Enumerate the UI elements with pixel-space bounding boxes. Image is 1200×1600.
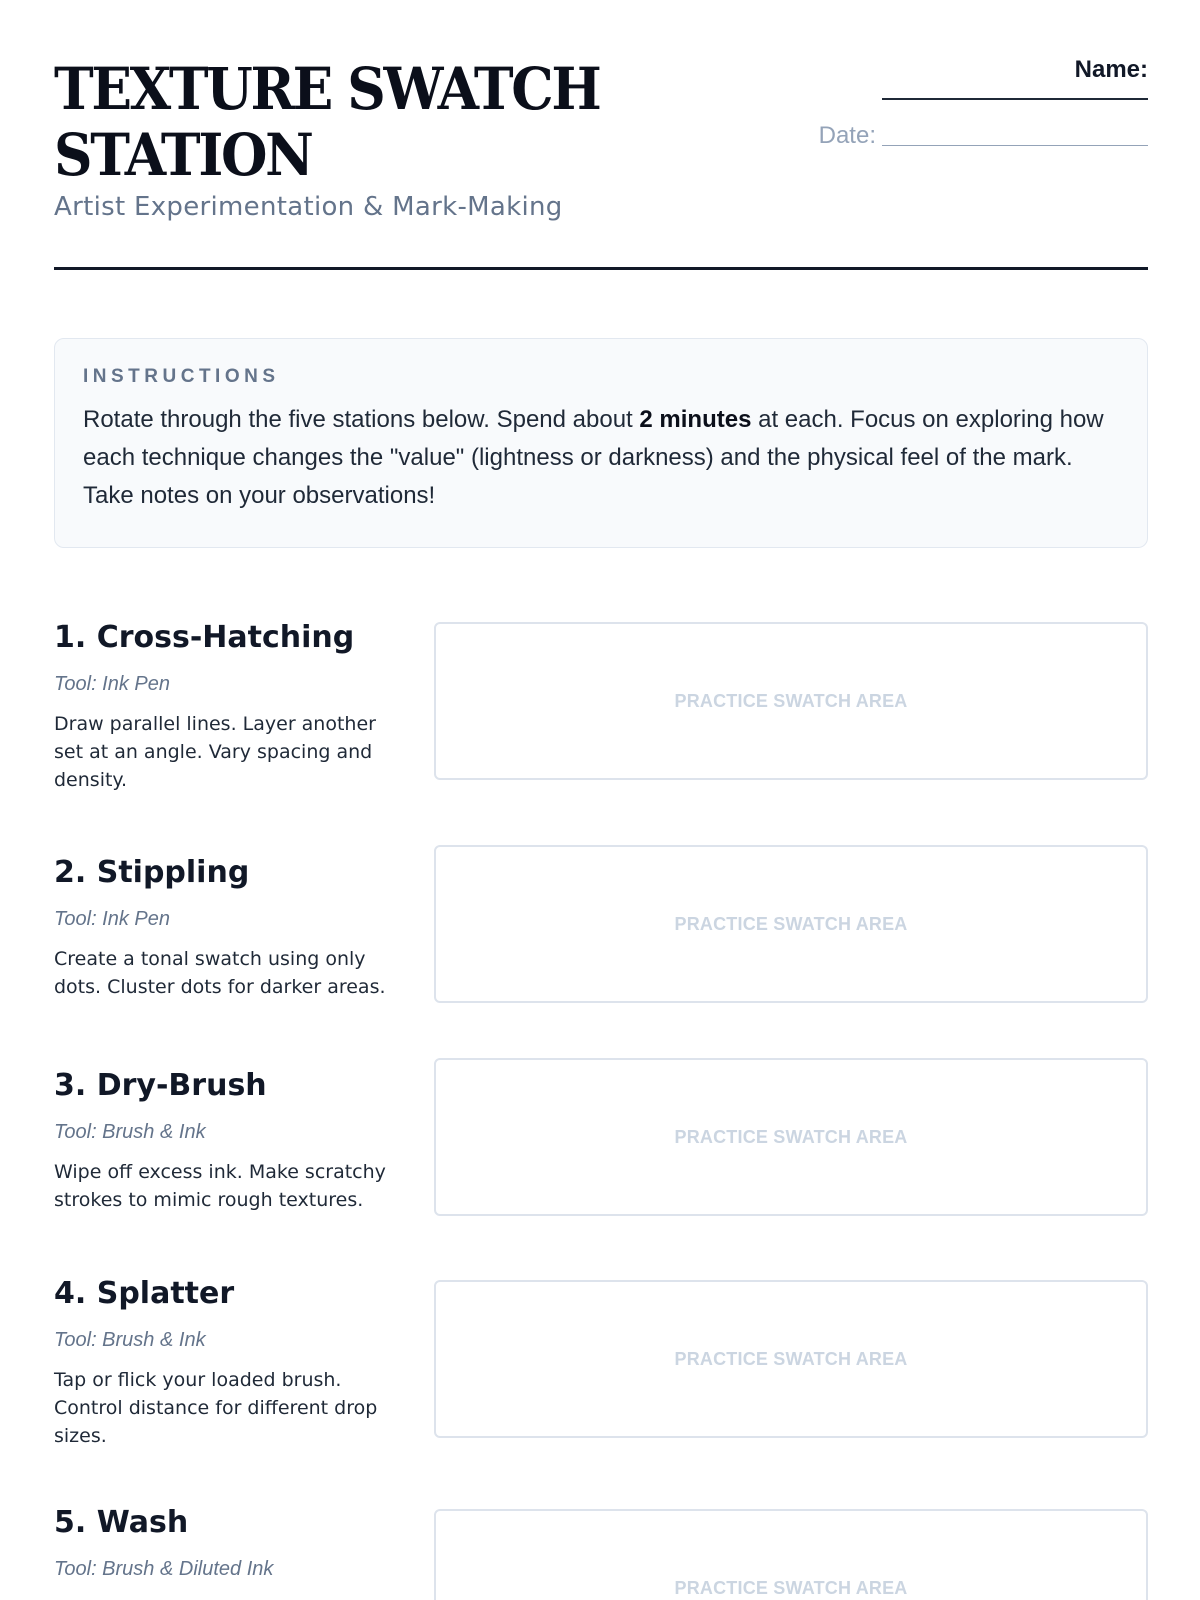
name-label: Name: — [1074, 56, 1148, 83]
date-label: Date: — [818, 122, 876, 149]
station-title: 5. Wash — [54, 1505, 189, 1540]
swatch-label: PRACTICE SWATCH AREA — [674, 1348, 908, 1369]
instructions-box — [54, 338, 1148, 548]
practice-swatch-area[interactable] — [434, 1058, 1148, 1216]
station-description: Draw parallel lines. Layer another set at an angle. Vary spacing and density. — [54, 713, 376, 791]
practice-swatch-area[interactable] — [434, 622, 1148, 780]
worksheet-header — [54, 56, 1148, 272]
station-info — [54, 1505, 404, 1595]
worksheet-title: TEXTURE SWATCH STATION — [54, 55, 600, 189]
station-description: Tap or flick your loaded brush. Control distance for different drop sizes. — [54, 1369, 378, 1447]
station-tool: Tool: Brush & Ink — [54, 1329, 206, 1351]
date-field[interactable] — [882, 145, 1148, 146]
instructions-text-end: at each. Focus on exploring how each technique changes the "value" (lightness or darkness) and the physical feel of the mark. Take notes on your observations! — [83, 406, 1104, 509]
instructions-heading: INSTRUCTIONS — [83, 366, 280, 387]
station-info — [54, 1276, 404, 1450]
station-title: 4. Splatter — [54, 1276, 235, 1311]
swatch-label: PRACTICE SWATCH AREA — [674, 690, 908, 711]
station-tool: Tool: Ink Pen — [54, 673, 171, 695]
station-tool: Tool: Brush & Diluted Ink — [54, 1558, 274, 1580]
practice-swatch-area[interactable] — [434, 1280, 1148, 1438]
header-divider — [54, 267, 1148, 270]
worksheet-subtitle: Artist Experimentation & Mark-Making — [54, 192, 563, 222]
station-description: Create a tonal swatch using only dots. Cluster dots for darker areas. — [54, 948, 386, 998]
station-info — [54, 855, 404, 1001]
station-title: 1. Cross-Hatching — [54, 620, 355, 655]
station-tool: Tool: Ink Pen — [54, 908, 171, 930]
instructions-text-start: Rotate through the five stations below. Spend about — [83, 406, 640, 433]
instructions-text — [83, 401, 1119, 515]
swatch-label: PRACTICE SWATCH AREA — [674, 1577, 908, 1598]
swatch-label: PRACTICE SWATCH AREA — [674, 913, 908, 934]
instructions-text-emphasis: 2 minutes — [639, 406, 752, 433]
practice-swatch-area[interactable] — [434, 1509, 1148, 1600]
station-description: Wipe off excess ink. Make scratchy strokes to mimic rough textures. — [54, 1161, 386, 1211]
station-tool: Tool: Brush & Ink — [54, 1121, 206, 1143]
station-info — [54, 620, 404, 794]
name-field[interactable] — [882, 98, 1148, 100]
practice-swatch-area[interactable] — [434, 845, 1148, 1003]
date-row — [788, 122, 1148, 150]
station-title: 2. Stippling — [54, 855, 250, 890]
station-info — [54, 1068, 404, 1214]
swatch-label: PRACTICE SWATCH AREA — [674, 1126, 908, 1147]
station-title: 3. Dry-Brush — [54, 1068, 267, 1103]
student-meta — [788, 56, 1148, 150]
